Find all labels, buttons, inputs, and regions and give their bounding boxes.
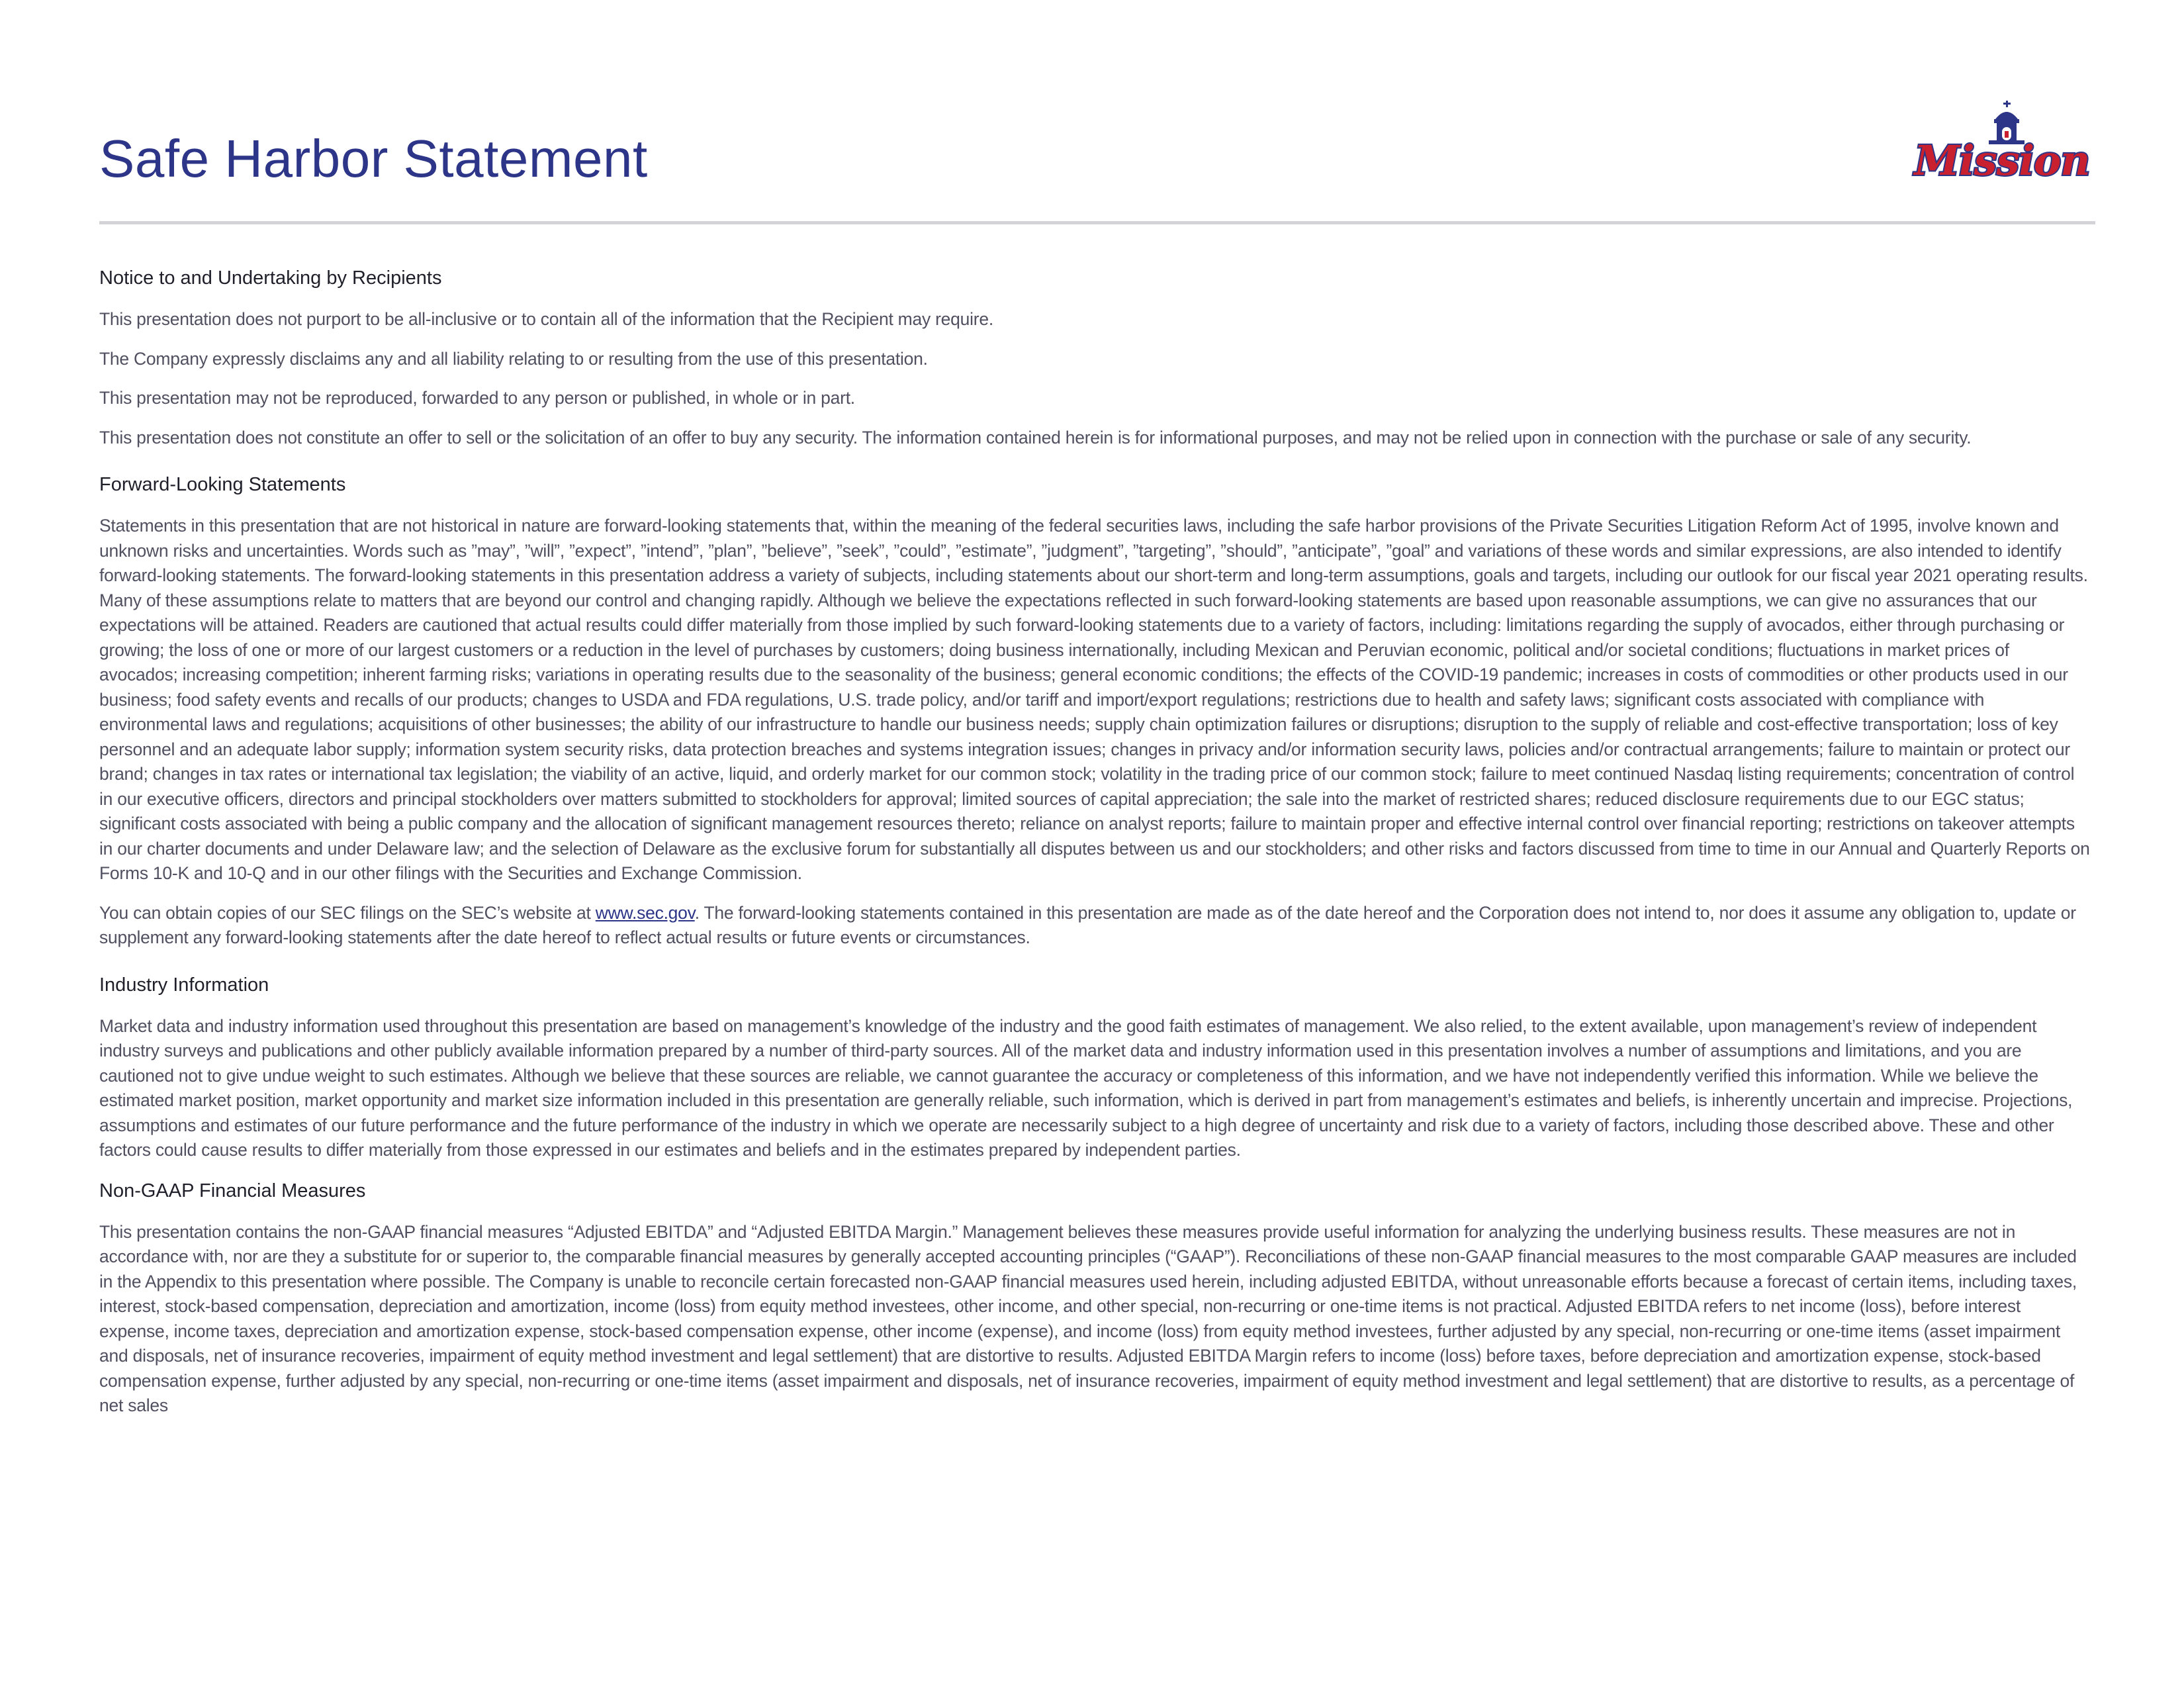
non-gaap-paragraph: This presentation contains the non-GAAP financial measures “Adjusted EBITDA” and “Adjusted EBITDA Margin.” Management believes these measures provide useful information for analyzing the underlying business results. These measures are not in accordance with, nor are they a substitute for or superior to, the comparable financial measures by generally accepted accounting principles (“GAAP”). Reconciliations of these non-GAAP financial measures to the most comparable GAAP measures are included in the Appendix to this presentation where possible. The Company is unable to reconcile certain forecasted non-GAAP financial measures used herein, including adjusted EBITDA, without unreasonable efforts because a forecast of certain items, including taxes, interest, stock-based compensation, depreciation and amortization, income (loss) from equity method investees, other income, and other special, non-recurring or one-time items is not practical. Adjusted EBITDA refers to net income (loss), before interest expense, income taxes, depreciation and amortization expense, stock-based compensation expense, other income (expense), and income (loss) from equity method investees, further adjusted by any special, non-recurring or one-time items (asset impairment and disposals, net of insurance recoveries, impairment of equity method investment and legal settlement) that are distortive to results. Adjusted EBITDA Margin refers to income (loss) before taxes, before depreciation and amortization expense, stock-based compensation expense, further adjusted by any special, non-recurring or one-time items (asset impairment and disposals, net of insurance recoveries, impairment of equity method investment and legal settlement) that are distortive to results, as a percentage of net sales bbox=[99, 1221, 2077, 1415]
notice-paragraph-4: This presentation does not constitute an offer to sell or the solicitation of an offer to buy any security. The information contained herein is for informational purposes, and may not be relied upon in connection with the purchase or sale of any security. bbox=[99, 427, 1972, 447]
page-title: Safe Harbor Statement bbox=[99, 129, 648, 188]
industry-heading: Industry Information bbox=[99, 974, 269, 996]
disclaimer-body bbox=[99, 265, 2091, 1440]
non-gaap-section bbox=[99, 1178, 2091, 1419]
industry-section bbox=[99, 972, 2091, 1163]
notice-paragraph-1: This presentation does not purport to be all-inclusive or to contain all of the information that the Recipient may require. bbox=[99, 309, 993, 329]
non-gaap-heading: Non-GAAP Financial Measures bbox=[99, 1180, 366, 1201]
industry-paragraph: Market data and industry information used throughout this presentation are based on management’s knowledge of the industry and the good faith estimates of management. We also relied, to the extent available, upon management’s review of independent industry surveys and publications and other publicly available information prepared by a number of third-party sources. All of the market data and industry information used in this presentation involves a number of assumptions and limitations, and you are cautioned not to give undue weight to such estimates. Although we believe that these sources are reliable, we cannot guarantee the accuracy or completeness of this information, and we have not independently verified this information. While we believe the estimated market position, market opportunity and market size information included in this presentation are generally reliable, such information, which is derived in part from management’s estimates and beliefs, is inherently uncertain and imprecise. Projections, assumptions and estimates of our future performance and the future performance of the industry in which we operate are necessarily subject to a high degree of uncertainty and risk due to a variety of factors, including those described above. These and other factors could cause results to differ materially from those expressed in our estimates and beliefs and in the estimates prepared by independent parties. bbox=[99, 1015, 2073, 1160]
notice-section bbox=[99, 265, 2091, 450]
title-divider bbox=[99, 221, 2095, 224]
notice-paragraph-2: The Company expressly disclaims any and all liability relating to or resulting from the use of this presentation. bbox=[99, 348, 928, 369]
forward-looking-heading: Forward-Looking Statements bbox=[99, 474, 346, 495]
logo-wordmark: Mission bbox=[1914, 136, 2090, 181]
notice-heading: Notice to and Undertaking by Recipients bbox=[99, 267, 442, 289]
forward-looking-disclaimer-text: . The forward-looking statements contained in this presentation are made as of the date hereof and the Corporation does not intend to, nor does it assume any obligation to, update or supplement any forward-looking statements after the date hereof to reflect actual results or future events or circumstances. bbox=[99, 902, 2076, 947]
sec-filings-text: You can obtain copies of our SEC filings on the SEC’s website at bbox=[99, 902, 596, 923]
forward-looking-section bbox=[99, 471, 2091, 951]
sec-website-link[interactable]: www.sec.gov bbox=[595, 902, 695, 923]
forward-looking-paragraph-1: Statements in this presentation that are not historical in nature are forward-looking statements that, within the meaning of the federal securities laws, including the safe harbor provisions of the Private Securities Litigation Reform Act of 1995, involve known and unknown risks and uncertainties. Words such as ”may”, ”will”, ”expect”, ”intend”, ”plan”, ”believe”, ”seek”, ”could”, ”estimate”, ”judgment”, ”targeting”, ”should”, ”anticipate”, ”goal” and variations of these words and similar expressions, are also intended to identify forward-looking statements. The forward-looking statements in this presentation address a variety of subjects, including statements about our short-term and long-term assumptions, goals and targets, including our outlook for our fiscal year 2021 operating results. Many of these assumptions relate to matters that are beyond our control and changing rapidly. Although we believe the expectations reflected in such forward-looking statements are based upon reasonable assumptions, we can give no assurances that our expectations will be attained. Readers are cautioned that actual results could differ materially from those implied by such forward-looking statements due to a variety of factors, including: limitations regarding the supply of avocados, either through purchasing or growing; the loss of one or more of our largest customers or a reduction in the level of purchases by customers; doing business internationally, including Mexican and Peruvian economic, political and/or societal conditions; fluctuations in market prices of avocados; increasing competition; inherent farming risks; variations in operating results due to the seasonality of the business; general economic conditions; the effects of the COVID-19 pandemic; increases in costs of commodities or other products used in our business; food safety events and recalls of our products; changes to USDA and FDA regulations, U.S. trade policy, and/or tariff and import/export regulations; restrictions due to health and safety laws; significant costs associated with compliance with environmental laws and regulations; acquisitions of other businesses; the ability of our infrastructure to handle our business needs; supply chain optimization failures or disruptions; disruption to the supply of reliable and cost-effective transportation; loss of key personnel and an adequate labor supply; information system security risks, data protection breaches and systems integration issues; changes in privacy and/or information security laws, policies and/or contractual arrangements; failure to maintain or protect our brand; changes in tax rates or international tax legislation; the viability of an active, liquid, and orderly market for our common stock; volatility in the trading price of our common stock; failure to meet continued Nasdaq listing requirements; concentration of control in our executive officers, directors and principal stockholders over matters submitted to stockholders for approval; limited sources of capital appreciation; the sale into the market of restricted shares; reduced disclosure requirements due to our EGC status; significant costs associated with being a public company and the allocation of significant management resources thereto; reliance on analyst reports; failure to maintain proper and effective internal control over financial reporting; restrictions on takeover attempts in our charter documents and under Delaware law; and the selection of Delaware as the exclusive forum for substantially all disputes between us and our stockholders; and other risks and factors discussed from time to time in our Annual and Quarterly Reports on Forms 10-K and 10-Q and in our other filings with the Securities and Exchange Commission. bbox=[99, 516, 2090, 883]
mission-logo bbox=[1903, 99, 2101, 181]
forward-looking-paragraph-2 bbox=[99, 901, 2091, 951]
notice-paragraph-3: This presentation may not be reproduced, forwarded to any person or published, in whole or in part. bbox=[99, 388, 855, 408]
